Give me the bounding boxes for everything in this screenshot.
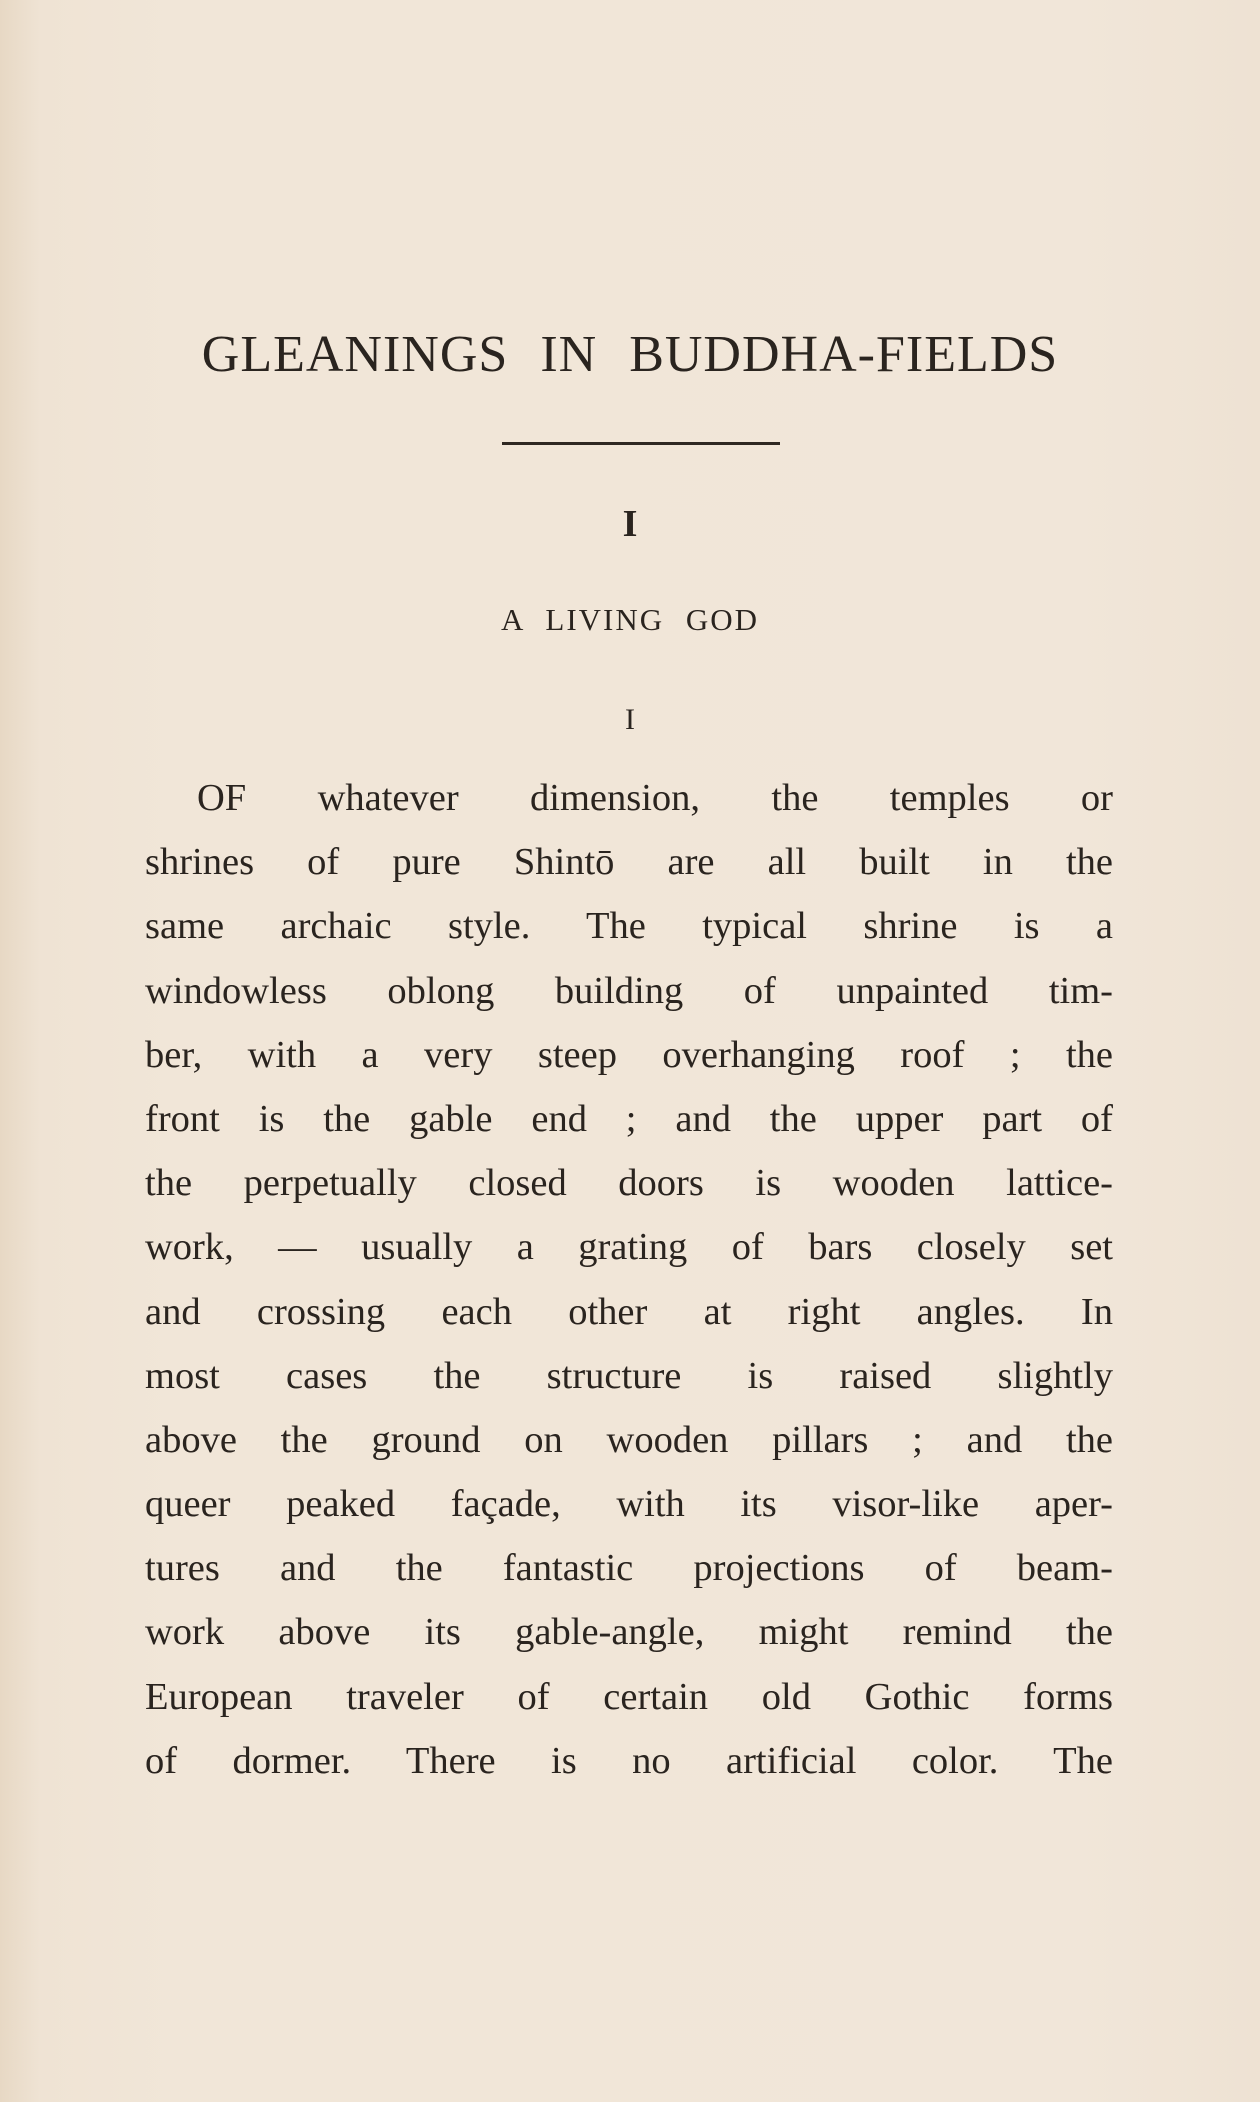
text-line: European traveler of certain old Gothic forms [145,1675,1113,1718]
text-line: the perpetually closed doors is wooden lattice- [145,1162,1113,1205]
text-line: ber, with a very steep overhanging roof ; the [145,1033,1113,1076]
text-line: work above its gable-angle, might remind the [145,1611,1113,1654]
text-line: work, — usually a grating of bars closely set [145,1226,1113,1269]
text-line: above the ground on wooden pillars ; and the [145,1418,1113,1461]
text-line: same archaic style. The typical shrine is a [145,905,1113,948]
chapter-numeral: I [622,503,638,545]
text-line: tures and the fantastic projections of beam- [145,1547,1113,1590]
text-line: and crossing each other at right angles. In [145,1290,1113,1333]
chapter-title: A LIVING GOD [500,602,760,637]
text-line: windowless oblong building of unpainted tim- [145,969,1113,1012]
text-line: of dormer. There is no artificial color. The [145,1739,1113,1782]
text-line: shrines of pure Shintō are all built in the [145,841,1113,884]
text-line: queer peaked façade, with its visor-like aper- [145,1483,1113,1526]
running-book-title: GLEANINGS IN BUDDHA-FIELDS [201,326,1059,383]
body-text [145,766,1113,1793]
text-line: OF whatever dimension, the temples or [197,777,1113,819]
section-numeral: I [625,703,635,736]
text-line: most cases the structure is raised slightly [145,1354,1113,1397]
title-rule [502,442,780,445]
text-line: front is the gable end ; and the upper part of [145,1097,1113,1140]
